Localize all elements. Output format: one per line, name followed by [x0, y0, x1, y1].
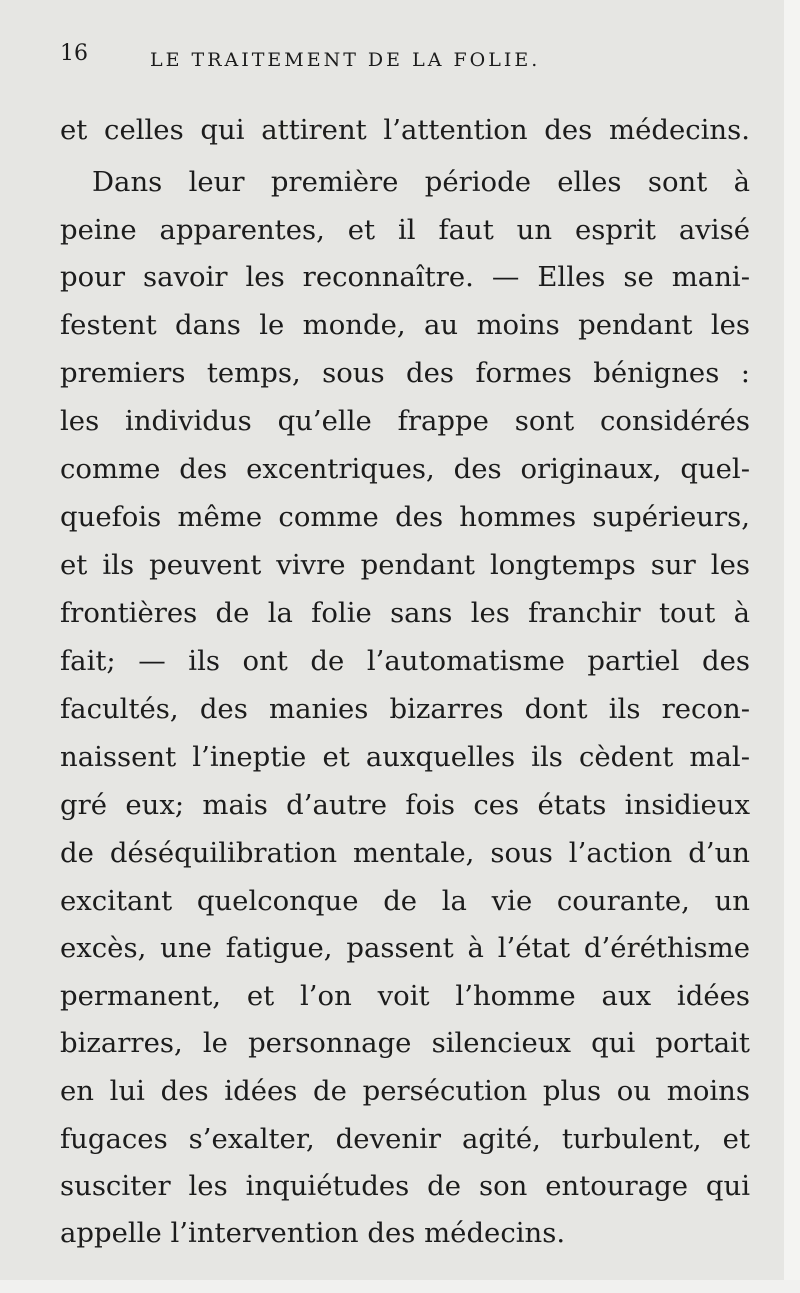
page-number: 16: [60, 41, 88, 66]
running-title: LE TRAITEMENT DE LA FOLIE.: [150, 49, 541, 71]
text-line: appelle l’intervention des médecins.: [60, 1217, 566, 1249]
text-line: en lui des idées de persécution plus ou moins: [60, 1075, 750, 1107]
text-line: quefois même comme des hommes supérieurs,: [60, 501, 750, 533]
text-line: comme des excentriques, des originaux, quel-: [60, 453, 750, 485]
text-line: facultés, des manies bizarres dont ils recon-: [60, 693, 750, 725]
text-line: les individus qu’elle frappe sont considérés: [60, 405, 750, 437]
text-line: excitant quelconque de la vie courante, un: [60, 885, 750, 917]
text-line: de déséquilibration mentale, sous l’action d’un: [60, 837, 750, 869]
text-line: naissent l’ineptie et auxquelles ils cèdent mal-: [60, 741, 750, 773]
text-line: gré eux; mais d’autre fois ces états insidieux: [60, 789, 750, 821]
text-line: fait; — ils ont de l’automatisme partiel des: [60, 645, 750, 677]
text-line: et ils peuvent vivre pendant longtemps sur les: [60, 549, 750, 581]
page-bottom-edge: [0, 1280, 800, 1293]
text-line: excès, une fatigue, passent à l’état d’éréthisme: [60, 932, 750, 964]
text-line: susciter les inquiétudes de son entourage qui: [60, 1170, 750, 1202]
text-line: Dans leur première période elles sont à: [92, 166, 750, 198]
text-line: bizarres, le personnage silencieux qui portait: [60, 1027, 750, 1059]
text-line: permanent, et l’on voit l’homme aux idées: [60, 980, 750, 1012]
text-line: festent dans le monde, au moins pendant les: [60, 309, 750, 341]
page-edge: [784, 0, 800, 1293]
text-line: peine apparentes, et il faut un esprit avisé: [60, 214, 750, 246]
text-line: frontières de la folie sans les franchir tout à: [60, 597, 750, 629]
text-line: fugaces s’exalter, devenir agité, turbulent, et: [60, 1123, 750, 1155]
text-line: et celles qui attirent l’attention des médecins.: [60, 114, 750, 146]
text-line: pour savoir les reconnaître. — Elles se mani-: [60, 261, 750, 293]
text-line: premiers temps, sous des formes bénignes :: [60, 357, 750, 389]
